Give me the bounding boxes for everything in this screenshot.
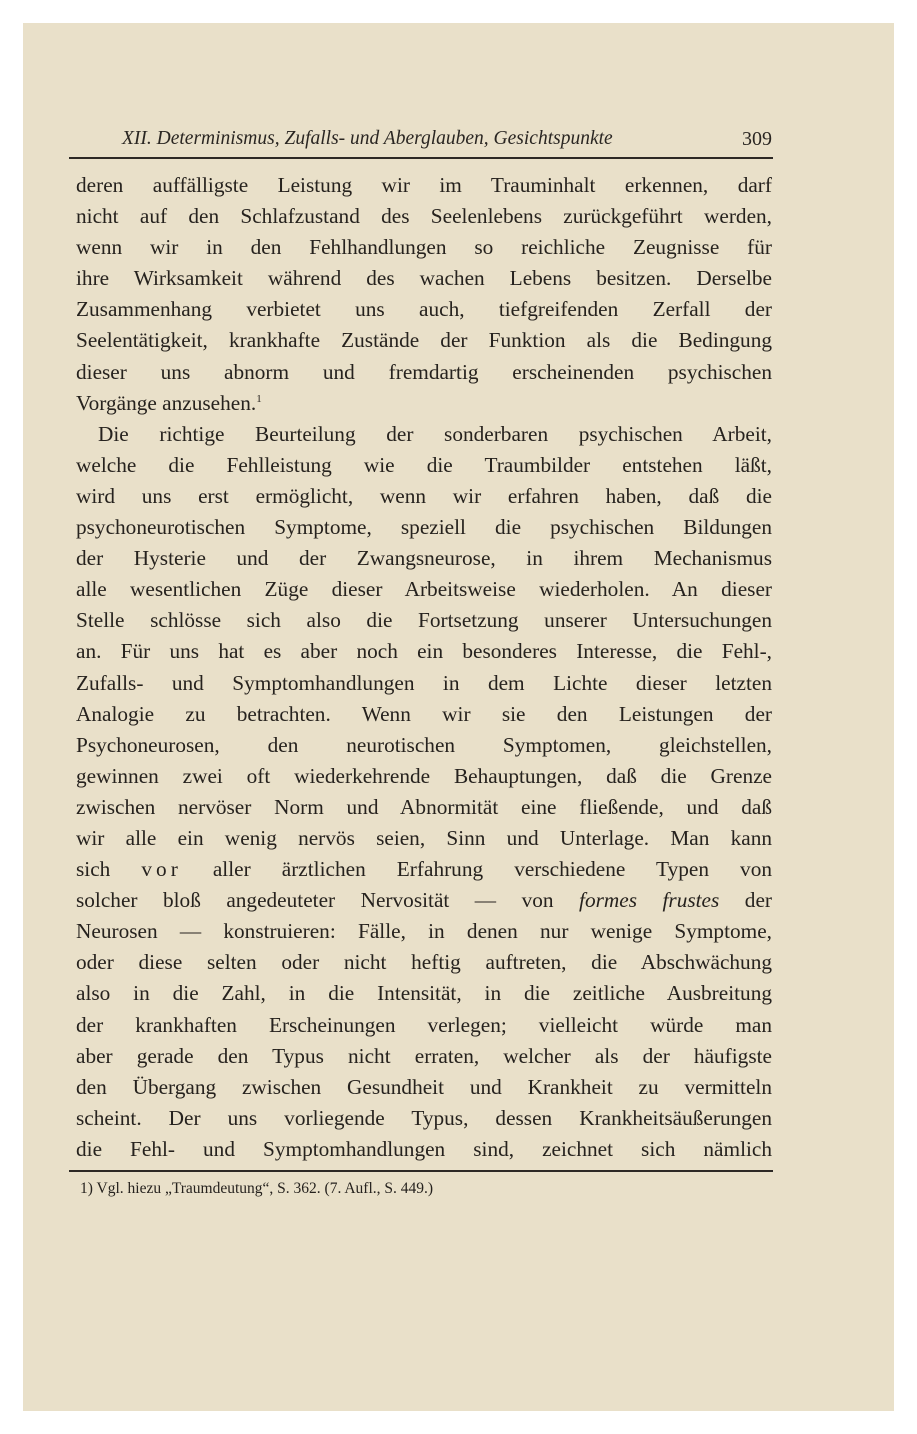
line-text: Die richtige Beurteilung der sonderbaren psychischen Arbeit, xyxy=(98,421,772,446)
line-text: deren auffälligste Leistung wir im Trauminhalt erkennen, darf xyxy=(76,173,772,197)
text-line xyxy=(76,916,772,947)
line-text: den Übergang zwischen Gesundheit und Krankheit zu vermitteln xyxy=(76,1074,772,1099)
footnote-rule xyxy=(69,1170,773,1172)
line-text: aber gerade den Typus nicht erraten, welcher als der häufigste xyxy=(76,1043,772,1068)
text-line xyxy=(76,636,772,667)
text-line xyxy=(76,232,772,263)
line-text: scheint. Der uns vorliegende Typus, dessen Krankheitsäußerungen xyxy=(76,1105,772,1130)
text-line xyxy=(76,668,772,699)
line-text: Psychoneurosen, den neurotischen Symptomen, gleichstellen, xyxy=(76,732,772,757)
line-text: Neurosen — konstruieren: Fälle, in denen nur wenige Symptome, xyxy=(76,919,772,944)
line-text: psychoneurotischen Symptome, speziell die psychischen Bildungen xyxy=(76,515,772,540)
text-line xyxy=(76,543,772,574)
line-text: an. Für uns hat es aber noch ein besonderes Interesse, die Fehl-, xyxy=(76,639,772,664)
line-text: der krankhaften Erscheinungen verlegen; vielleicht würde man xyxy=(76,1012,772,1037)
line-text: Zufalls- und Symptomhandlungen in dem Lichte dieser letzten xyxy=(76,670,772,695)
text-line xyxy=(76,263,772,294)
text-line xyxy=(76,357,772,388)
line-text: Stelle schlösse sich also die Fortsetzung unserer Untersuchungen xyxy=(76,608,772,633)
running-title: XII. Determinismus, Zufalls- und Aberglauben, Gesichtspunkte xyxy=(122,128,613,149)
text-line xyxy=(76,419,772,450)
text-line xyxy=(76,730,772,761)
text-line xyxy=(76,854,772,885)
text-line xyxy=(76,885,772,916)
body-text xyxy=(76,170,772,1165)
line-text: welche die Fehlleistung wie die Traumbilder entstehen läßt, xyxy=(76,452,772,477)
text-line xyxy=(76,294,772,325)
line-text: die Fehl- und Symptomhandlungen sind, zeichnet sich nämlich xyxy=(76,1136,772,1161)
text-line xyxy=(76,605,772,636)
line-text: wird uns erst ermöglicht, wenn wir erfahren haben, daß die xyxy=(76,483,772,508)
line-text: der xyxy=(744,888,772,913)
text-line xyxy=(76,823,772,854)
line-text: oder diese selten oder nicht heftig auftreten, die Abschwächung xyxy=(76,950,772,975)
page-number: 309 xyxy=(742,128,772,150)
line-text: Seelentätigkeit, krankhafte Zustände der Funktion als die Bedingung xyxy=(76,328,772,353)
text-line xyxy=(76,1041,772,1072)
text-line xyxy=(76,325,772,356)
line-text: wenn wir in den Fehlhandlungen so reichliche Zeugnisse für xyxy=(76,235,772,260)
line-text: Analogie zu betrachten. Wenn wir sie den Leistungen der xyxy=(76,701,772,726)
text-line xyxy=(76,512,772,543)
line-text: alle wesentlichen Züge dieser Arbeitsweise wiederholen. An dieser xyxy=(76,577,772,602)
text-line xyxy=(76,1010,772,1041)
text-line xyxy=(76,947,772,978)
text-line xyxy=(76,1072,772,1103)
line-text: sich xyxy=(76,857,111,882)
line-text: Vorgänge anzusehen. xyxy=(76,390,257,415)
text-line xyxy=(76,792,772,823)
text-line xyxy=(76,450,772,481)
line-text: wir alle ein wenig nervös seien, Sinn und Unterlage. Man kann xyxy=(76,825,772,850)
text-line xyxy=(76,201,772,232)
line-text: dieser uns abnorm und fremdartig erscheinenden psychischen xyxy=(76,359,772,384)
italic-emphasis: formes frustes xyxy=(579,888,720,913)
footnote-marker: 1 xyxy=(256,392,262,405)
line-text: zwischen nervöser Norm und Abnormität eine fließende, und daß xyxy=(76,794,772,819)
line-text: gewinnen zwei oft wiederkehrende Behauptungen, daß die Grenze xyxy=(76,763,772,788)
text-line xyxy=(76,388,772,419)
line-text: Zusammenhang verbietet uns auch, tiefgreifenden Zerfall der xyxy=(76,297,772,322)
text-line xyxy=(76,761,772,792)
header-rule xyxy=(69,157,773,159)
line-text: aller ärztlichen Erfahrung verschiedene Typen von xyxy=(212,857,772,882)
footnote: 1) Vgl. hiezu „Traumdeutung“, S. 362. (7. Aufl., S. 449.) xyxy=(80,1180,434,1197)
text-line xyxy=(76,1103,772,1134)
line-text: der Hysterie und der Zwangsneurose, in ihrem Mechanismus xyxy=(76,546,772,571)
text-line xyxy=(76,978,772,1009)
line-text: ihre Wirksamkeit während des wachen Lebens besitzen. Derselbe xyxy=(76,266,772,291)
text-line xyxy=(76,699,772,730)
spaced-emphasis: vor xyxy=(141,857,182,882)
text-line xyxy=(76,1134,772,1165)
line-text: nicht auf den Schlafzustand des Seelenlebens zurückgeführt werden, xyxy=(76,204,772,229)
text-line xyxy=(76,170,772,201)
line-text: solcher bloß angedeuteter Nervosität — von xyxy=(76,888,554,913)
text-line xyxy=(76,481,772,512)
line-text: also in die Zahl, in die Intensität, in die zeitliche Ausbreitung xyxy=(76,981,772,1006)
text-line xyxy=(76,574,772,605)
